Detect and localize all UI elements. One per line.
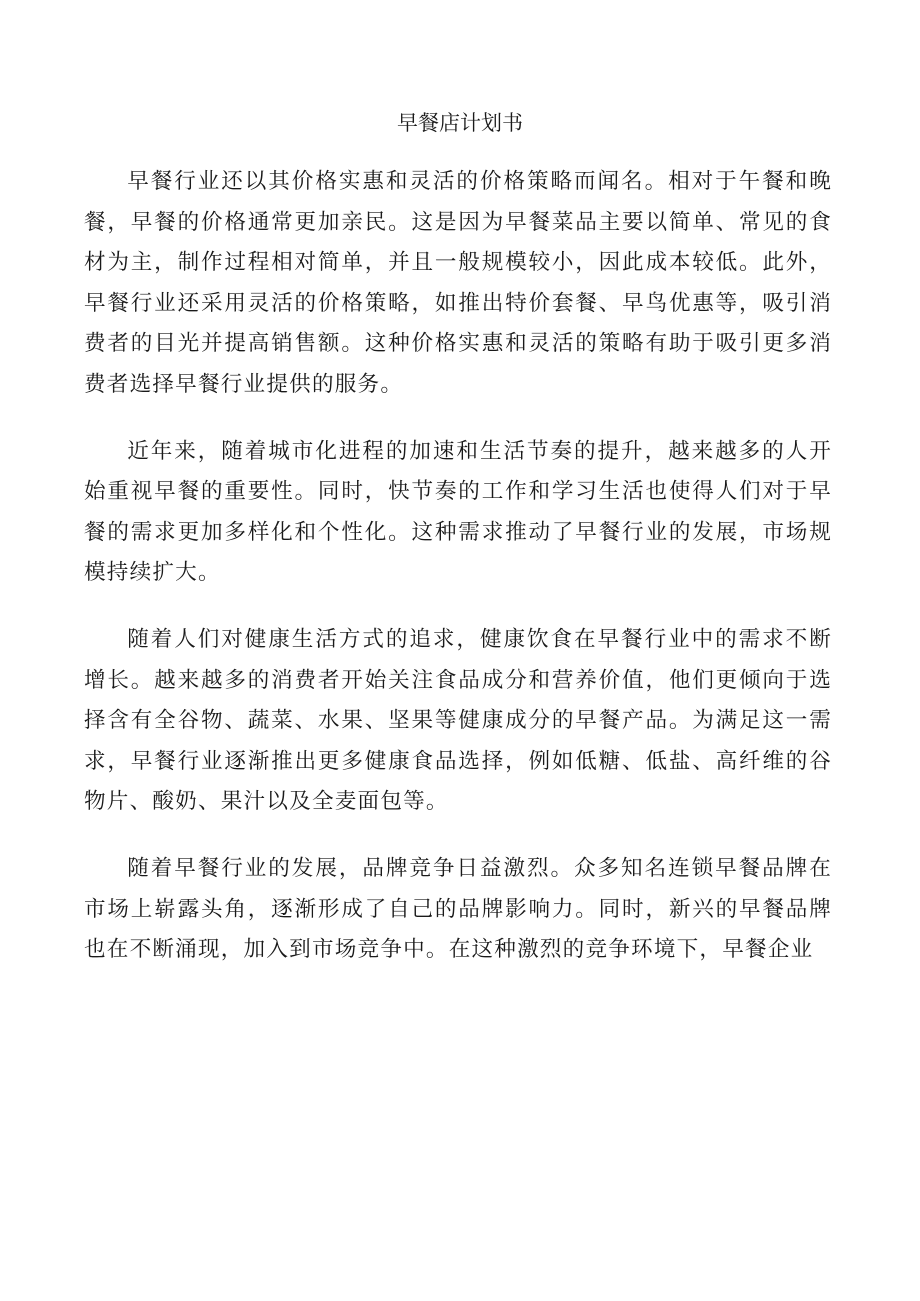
- paragraph-urbanization: 近年来，随着城市化进程的加速和生活节奏的提升，越来越多的人开始重视早餐的重要性。同时，快节奏的工作和学习生活也使得人们对于早餐的需求更加多样化和个性化。这种需求推动了早餐行业的发展，市场规模持续扩大。: [84, 438, 832, 586]
- document-body: [84, 162, 832, 997]
- document-title: 早餐店计划书: [397, 111, 523, 135]
- paragraph-price-strategy: 早餐行业还以其价格实惠和灵活的价格策略而闻名。相对于午餐和晚餐，早餐的价格通常更加亲民。这是因为早餐菜品主要以简单、常见的食材为主，制作过程相对简单，并且一般规模较小，因此成本较低。此外，早餐行业还采用灵活的价格策略，如推出特价套餐、早鸟优惠等，吸引消费者的目光并提高销售额。这种价格实惠和灵活的策略有助于吸引更多消费者选择早餐行业提供的服务。: [84, 169, 832, 397]
- paragraph-brand-competition: 随着早餐行业的发展，品牌竞争日益激烈。众多知名连锁早餐品牌在市场上崭露头角，逐渐形成了自己的品牌影响力。同时，新兴的早餐品牌也在不断涌现，加入到市场竞争中。在这种激烈的竞争环境下，早餐企业: [84, 855, 832, 963]
- paragraph-healthy-diet: 随着人们对健康生活方式的追求，健康饮食在早餐行业中的需求不断增长。越来越多的消费者开始关注食品成分和营养价值，他们更倾向于选择含有全谷物、蔬菜、水果、坚果等健康成分的早餐产品。为满足这一需求，早餐行业逐渐推出更多健康食品选择，例如低糖、低盐、高纤维的谷物片、酸奶、果汁以及全麦面包等。: [84, 626, 832, 815]
